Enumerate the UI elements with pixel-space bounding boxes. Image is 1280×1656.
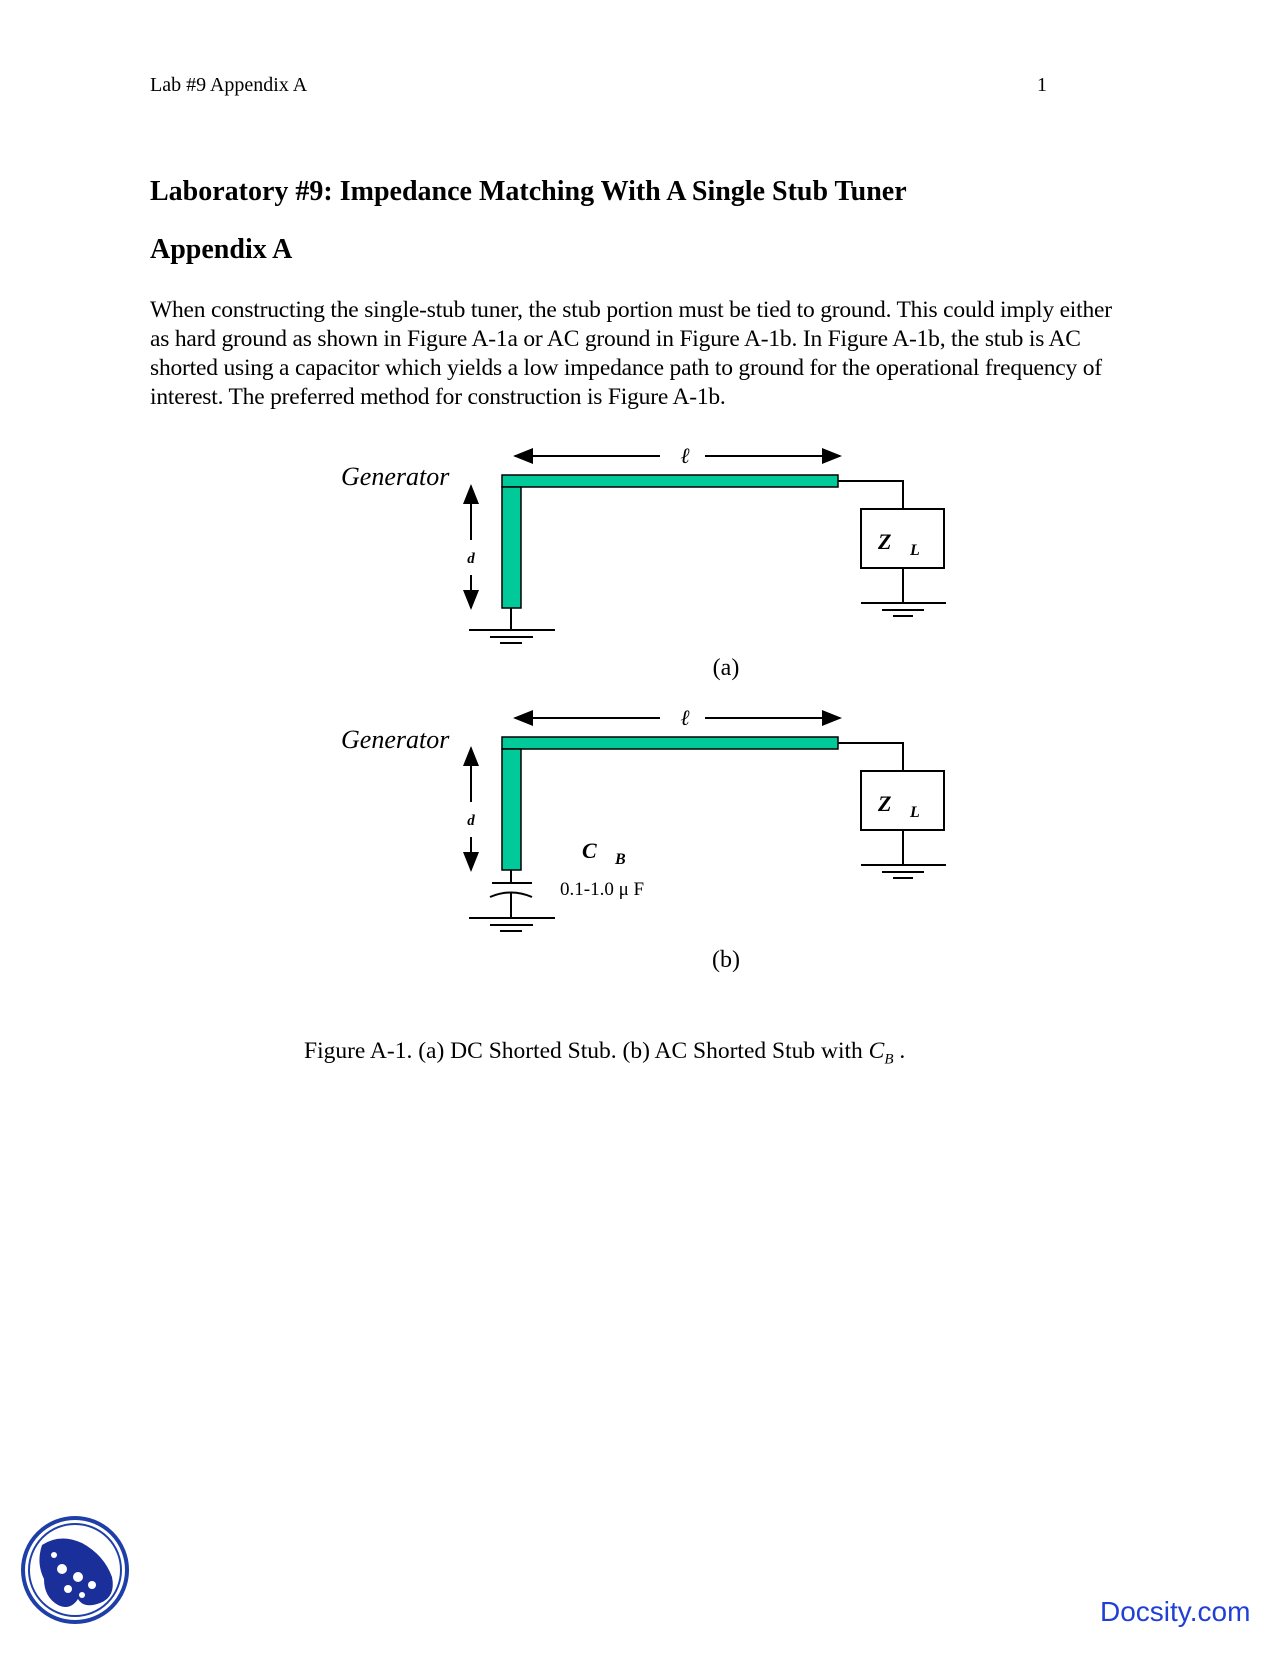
- page-number: 1: [1037, 74, 1047, 96]
- capacitor-label: C: [582, 838, 597, 863]
- subfigure-label-a: (a): [712, 655, 740, 681]
- caption-text: Figure A-1. (a) DC Shorted Stub. (b) AC Shorted Stub with: [304, 1038, 869, 1064]
- caption-symbol: C: [868, 1038, 885, 1064]
- length-label-a: ℓ: [680, 443, 690, 468]
- ground-symbol-b1: [469, 918, 555, 931]
- transmission-line-a: [502, 475, 838, 487]
- section-title: Appendix A: [150, 234, 293, 265]
- load-impedance-box-b: [861, 771, 944, 830]
- figure-caption: [304, 1038, 905, 1069]
- header-title: Lab #9 Appendix A: [150, 74, 308, 96]
- load-sub-b: L: [910, 804, 920, 821]
- load-label-b: Z: [878, 791, 892, 816]
- ground-symbol-b2: [861, 865, 946, 878]
- caption-symbol-sub: B: [884, 1051, 894, 1068]
- capacitor-value: 0.1-1.0 μ F: [560, 879, 645, 900]
- ground-symbol-a2: [861, 603, 946, 616]
- load-sub-a: L: [910, 542, 920, 559]
- length-label-b: ℓ: [680, 705, 690, 730]
- load-label-a: Z: [878, 529, 892, 554]
- body-paragraph: When constructing the single-stub tuner, the stub portion must be tied to ground. This could imply either as hard ground as shown in Figure A-1a or AC ground in Figure A-1b. In Figure A-1b, the stub is AC shorted using a capacitor which yields a low impedance path to ground for the operational frequency of interest. The preferred method for construction is Figure A-1b.: [150, 297, 1112, 410]
- stub-b: [502, 749, 521, 870]
- capacitor-sub: B: [615, 851, 626, 868]
- caption-suffix: .: [893, 1038, 906, 1064]
- d-label-a: d: [467, 551, 475, 567]
- subfigure-label-b: (b): [712, 947, 740, 973]
- docsity-logo-icon: [20, 1515, 130, 1625]
- generator-label-b: Generator: [341, 725, 450, 754]
- generator-label-a: Generator: [341, 462, 450, 491]
- page-title: Laboratory #9: Impedance Matching With A Single Stub Tuner: [150, 176, 907, 207]
- docsity-brand-link[interactable]: Docsity.com: [1100, 1596, 1251, 1627]
- figure-a: [341, 443, 946, 681]
- d-label-b: d: [467, 813, 475, 829]
- load-impedance-box-a: [861, 509, 944, 568]
- figure-b: [341, 705, 946, 973]
- stub-a: [502, 487, 521, 608]
- ground-symbol-a1: [469, 630, 555, 643]
- transmission-line-b: [502, 737, 838, 749]
